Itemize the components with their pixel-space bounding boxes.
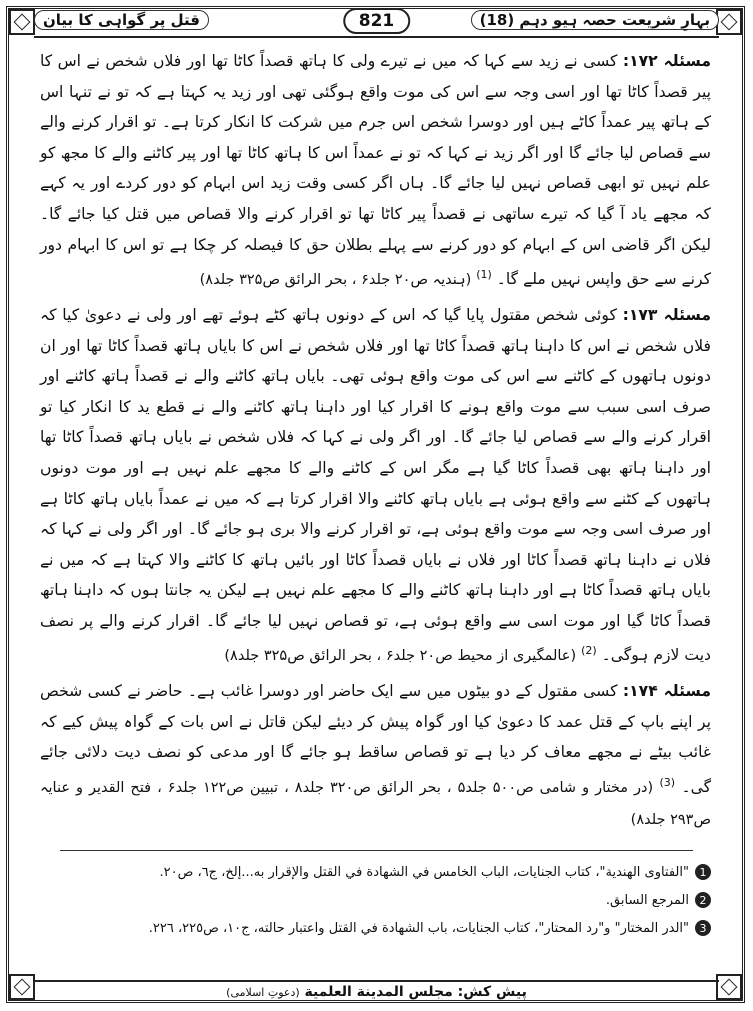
masala-173: [40, 300, 711, 672]
footer-divider: [34, 980, 719, 982]
masala-172: [40, 46, 711, 296]
footnote-number: 3: [695, 920, 711, 936]
source-reference: (عالمگیری از محیط ص۲۰ جلد۶ ، بحر الرائق ص۳۲۵ جلد۸): [224, 648, 577, 665]
source-reference: (ہندیہ ص۲۰ جلد۶ ، بحر الرائق ص۳۲۵ جلد۸): [199, 272, 472, 289]
page-footer: [0, 984, 753, 1000]
masala-text: کسی مقتول کے دو بیٹوں میں سے ایک حاضر اور دوسرا غائب ہے۔ حاضر نے کسی شخص پر اپنے باپ کے قتل عمد کا دعویٰ کیا اور گواہ پیش کر دیئے لیکن قاتل نے اس بات کے گواہ پیش کیے کہ غائب بیٹے نے مجھے معاف کر دیا ہے تو قصاص ساقط ہو جائے گا اور مدعی کو نصف دیت دلائی جائے گی۔: [40, 682, 712, 797]
footnote-item: [36, 886, 711, 914]
footnotes: [36, 858, 711, 942]
header-divider: [34, 36, 719, 38]
publisher-label: پیش کش: مجلس المدينة العلمية: [304, 984, 527, 1000]
footnote-ref[interactable]: (2): [581, 644, 597, 658]
chapter-title: قتل پر گواہی کا بیان: [34, 10, 209, 30]
footnote-ref[interactable]: (3): [659, 776, 676, 790]
footnote-divider: [60, 850, 693, 851]
masala-174: [40, 676, 711, 835]
footnote-ref[interactable]: (1): [476, 268, 492, 282]
corner-ornament-icon: [9, 9, 35, 35]
footnote-number: 1: [695, 864, 711, 880]
footnote-item: [36, 914, 711, 942]
masala-label: مسئلہ ۱۷۴:: [622, 682, 711, 701]
footnote-number: 2: [695, 892, 711, 908]
page-header: [34, 8, 719, 34]
book-part-title: بہارِ شریعت حصہ ہیو دہم (18): [471, 10, 719, 30]
source-reference: (در مختار و شامی ص۵۰۰ جلد۵ ، بحر الرائق ص۳۲۰ جلد۸ ، تبیین ص۱۲۲ جلد۶ ، فتح القدیر و عنایہ ص۲۹۳ جلد۸): [40, 780, 711, 828]
footnote-text: "الدر المختار" و"رد المحتار"، كتاب الجنايات، باب الشهادة في القتل واعتبار حالته، ج١٠، ص٢٢٥، ٢٢٦.: [148, 920, 689, 936]
footnote-text: المرجع السابق.: [605, 892, 689, 908]
footnote-text: "الفتاوى الهندية"، كتاب الجنايات، الباب الخامس في الشهادة في القتل والإقرار به...إلخ، ج٦، ص٢٠.: [159, 864, 689, 880]
publisher-sub: (دعوتِ اسلامی): [226, 986, 300, 999]
masala-label: مسئلہ ۱۷۲:: [622, 52, 711, 70]
footnote-item: [36, 858, 711, 886]
main-text: [40, 46, 711, 891]
masala-text: کوئی شخص مقتول پایا گیا کہ اس کے دونوں ہاتھ کٹے ہوئے تھے اور ولی نے دعویٰ کیا کہ فلاں شخص نے اس کا داہنا ہاتھ قصداً کاٹا تھا اور فلاں شخص نے اس کا بایاں ہاتھ قصداً کاٹا تھا اور ان دونوں ہاتھوں کے کاٹنے سے اس کی موت واقع ہوئی تھی۔ بایاں ہاتھ کاٹنے والے نے قصداً ہاتھ کاٹنے اور صرف اسی سبب سے موت واقع ہونے کا اقرار کیا اور داہنا ہاتھ کاٹنے والے نے قطع ید کا انکار کیا تو اقرار کرنے والے سے قصاص لیا جائے گا۔ اور اگر ولی نے کہا کہ فلاں شخص نے بایاں ہاتھ قصداً کاٹا تھا اور داہنا ہاتھ بھی قصداً کاٹا گیا ہے مگر اس کے کاٹنے والے کا مجھے علم نہیں ہے اور موت دونوں ہاتھوں کے کٹنے سے واقع ہوئی ہے بایاں ہاتھ کاٹنے والا اقرار کرتا ہے کہ میں نے عمداً بایاں ہاتھ کاٹا ہے اور صرف اسی وجہ سے موت واقع ہوئی ہے، تو اقرار کرنے والا بری ہو جائے گا۔ اور اگر ولی نے کہا کہ فلاں نے داہنا ہاتھ قصداً کاٹا اور فلاں نے بایاں قصداً کاٹا اور بائیں ہاتھ کا کاٹنے والا کہتا ہے کہ میں نے بایاں ہاتھ قصداً کاٹا ہے اور داہنا ہاتھ کاٹنے والے کا مجھے علم نہیں ہے لیکن یہ جانتا ہوں کہ داہنا ہاتھ قصداً کاٹا گیا اور موت اسی سے واقع ہوئی ہے، تو قصاص نہیں لیا جائے گا۔ اقرار کرنے والے پر نصف دیت لازم ہوگی۔: [40, 305, 711, 665]
masala-label: مسئلہ ۱۷۳:: [622, 305, 711, 324]
page-number: 821: [343, 8, 411, 34]
masala-text: کسی نے زید سے کہا کہ میں نے تیرے ولی کا ہاتھ قصداً کاٹا تھا اور فلاں شخص نے اس کا پیر قصداً کاٹا تھا اور اسی وجہ سے اس کی موت واقع ہوگئی تھی اور زید یہ کہتا ہے کہ تو نے تنہا اس کے ہاتھ پیر عمداً کاٹے ہیں اور دوسرا شخص اس جرم میں شرکت کا انکار کرتا ہے۔ تو اقرار کرنے والے سے قصاص لیا جائے گا اور اگر زید نے کہا کہ تو نے عمداً اس کا ہاتھ کاٹا تھا اور پیر کاٹنے والے کا مجھ کو علم نہیں تو ابھی قصاص نہیں لیا جائے گا۔ ہاں اگر کسی وقت زید اس ابہام کو دور کردے اور یہ کہے کہ مجھے یاد آ گیا کہ تیرے ساتھی نے قصداً پیر کاٹا تھا تو اقرار کرنے والا قصاص میں قتل کیا جائے گا۔ لیکن اگر قاضی اس کے ابہام کو دور کرنے سے پہلے بطلان حق کا فیصلہ کر چکا ہے تو اس کا ابہام دور کرنے سے حق واپس نہیں ملے گا۔: [40, 52, 711, 289]
corner-ornament-icon: [716, 9, 742, 35]
